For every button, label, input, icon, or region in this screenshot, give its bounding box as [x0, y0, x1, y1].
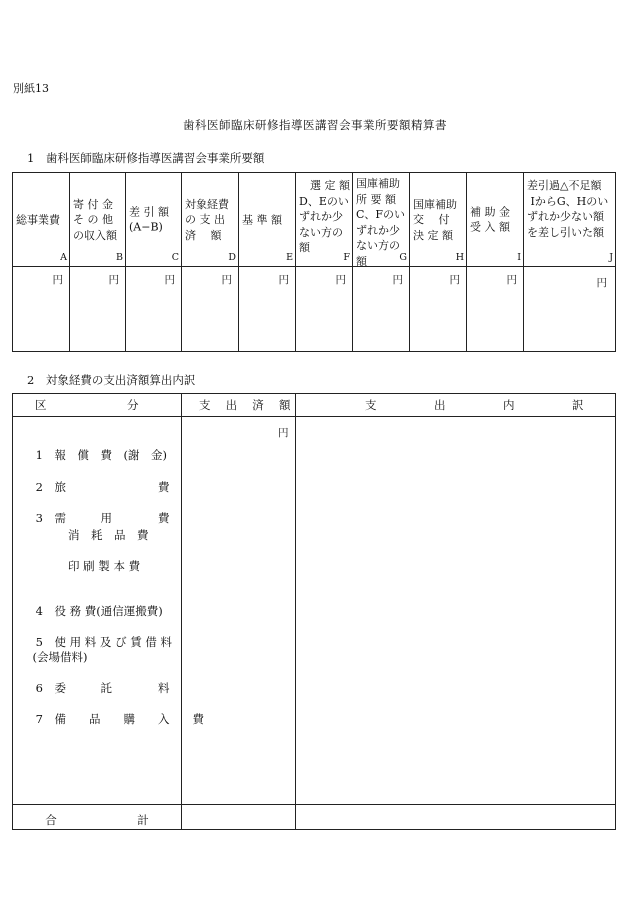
value-cell-f[interactable]: 円 [296, 267, 353, 351]
value-cell-i[interactable]: 円 [467, 267, 524, 351]
item-rental: 5 使 用 料 及 び 賃 借 料 (会場借料) [32, 635, 173, 664]
item-remuneration: 1 報 償 費 (謝 金) [35, 448, 167, 462]
header-subsidy-decided: 国庫補助 交 付 決 定 額 H [410, 173, 467, 267]
section2-heading: 2 対象経費の支出済額算出内訳 [27, 373, 196, 387]
value-cell-h[interactable]: 円 [410, 267, 467, 351]
value-cell-j[interactable]: 円 [596, 277, 607, 289]
item-consumables: 消 耗 品 費 [68, 528, 149, 542]
header-detail: 支 出 内 訳 [365, 398, 584, 412]
header-subsidy-required: 国庫補助 所 要 額 C、Fのい ずれか少 ない方の 額 G [353, 173, 410, 267]
header-amount: 支 出 済 額 [199, 398, 291, 412]
header-difference: 差引過△不足額 IからG、Hのい ずれか少ない額 を差し引いた額 J [524, 173, 615, 267]
item-equipment: 7 備 品 購 入 費 [35, 712, 204, 726]
total-detail-cell[interactable] [296, 805, 615, 829]
amount-column-area[interactable] [182, 417, 295, 804]
header-selected-amount: 選 定 額 D、Eのい ずれか少 ない方の 額 F [296, 173, 353, 267]
header-standard-amount: 基 準 額 E [239, 173, 296, 267]
total-amount-cell[interactable] [182, 805, 295, 829]
value-cell-e[interactable]: 円 [239, 267, 296, 351]
form-number: 別紙13 [13, 82, 49, 95]
amount-unit: 円 [278, 427, 289, 439]
header-subsidy-received: 補 助 金 受 入 額 I [467, 173, 524, 267]
document-title: 歯科医師臨床研修指導医講習会事業所要額精算書 [183, 118, 447, 132]
section1-heading: 1 歯科医師臨床研修指導医講習会事業所要額 [27, 151, 265, 165]
header-expended: 対象経費 の 支 出 済 額 D [182, 173, 239, 267]
item-supplies: 3 需 用 費 [35, 511, 170, 525]
header-total-cost: 総事業費 A [13, 173, 70, 267]
header-category: 区 分 [35, 398, 139, 412]
budget-summary-table [12, 172, 616, 352]
value-cell-a[interactable]: 円 [13, 267, 70, 351]
item-travel: 2 旅 費 [35, 480, 170, 494]
header-net-amount: 差 引 額 (A−B) C [126, 173, 182, 267]
header-donations: 寄 付 金 そ の 他 の収入額 B [70, 173, 126, 267]
item-commission: 6 委 託 料 [35, 681, 170, 695]
value-cell-d[interactable]: 円 [182, 267, 239, 351]
detail-column-area[interactable] [296, 417, 615, 804]
total-label: 合 計 [45, 813, 149, 827]
expense-breakdown-table [12, 393, 616, 830]
item-printing: 印 刷 製 本 費 [68, 559, 141, 573]
value-cell-b[interactable]: 円 [70, 267, 126, 351]
value-cell-g[interactable]: 円 [353, 267, 410, 351]
value-cell-c[interactable]: 円 [126, 267, 182, 351]
item-services: 4 役 務 費(通信運搬費) [35, 604, 163, 618]
